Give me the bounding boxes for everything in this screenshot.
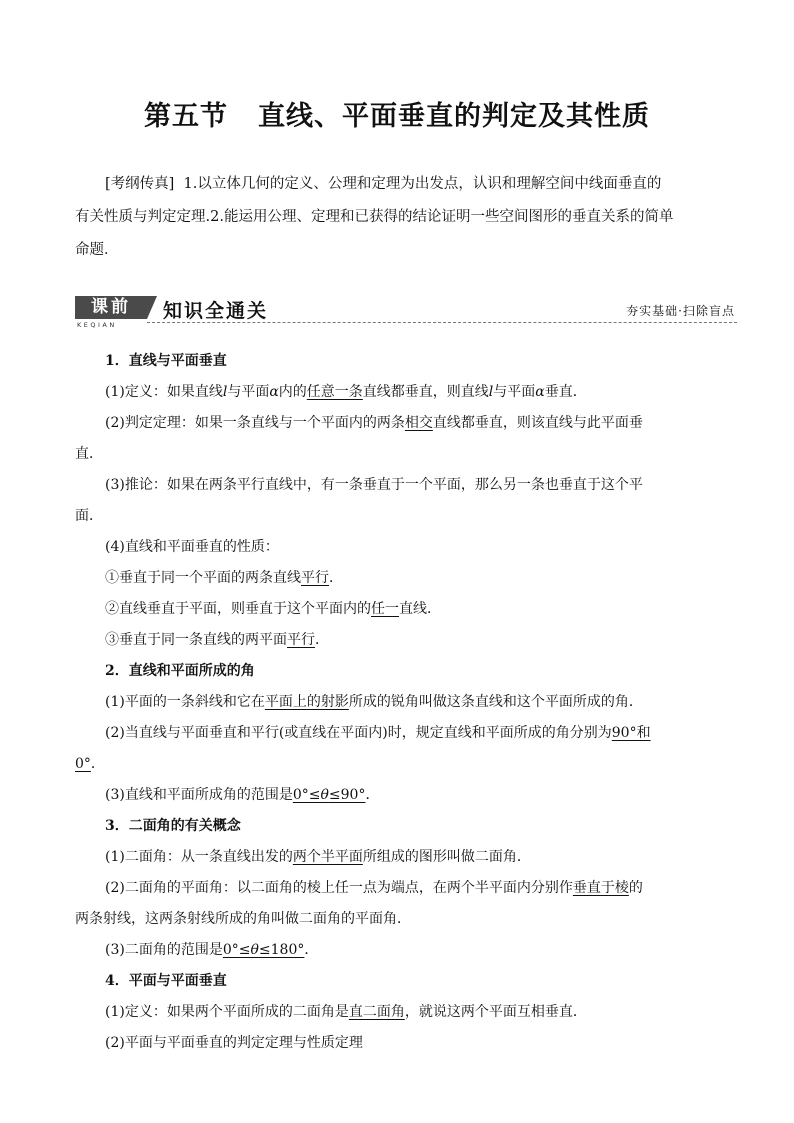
paragraph xyxy=(75,377,727,408)
list-item xyxy=(75,625,727,656)
text-run: ． xyxy=(90,756,105,772)
answer-blank: 平行 xyxy=(301,570,329,586)
text-run: (1)定义：如果两个平面所成的二面角是 xyxy=(105,1004,349,1020)
paragraph-cont: 两条射线，这两条射线所成的角叫做二面角的平面角． xyxy=(75,911,411,927)
paragraph xyxy=(75,935,727,966)
banner-subtitle: 夯实基础·扫除盲点 xyxy=(626,304,735,318)
text-run: ． xyxy=(365,787,380,803)
text-run: (3)直线和平面所成角的范围是 xyxy=(105,787,293,803)
outline-text-2: 有关性质与判定定理.2.能运用公理、定理和已获得的结论证明一些空间图形的垂直关系的简单 xyxy=(75,209,674,225)
text-run: 与平面 xyxy=(227,384,270,400)
list-item xyxy=(75,594,727,625)
banner-tag-arrow xyxy=(147,296,157,319)
page-title xyxy=(0,94,794,133)
paragraph: (3)推论：如果在两条平行直线中，有一条垂直于一个平面，那么另一条也垂直于这个平 xyxy=(105,477,643,493)
banner-pinyin: KEQIAN xyxy=(77,321,117,329)
answer-blank: 平面上的射影 xyxy=(264,694,349,710)
answer-blank xyxy=(223,942,305,958)
banner-heading: 知识全通关 xyxy=(163,300,269,322)
text-run: ≤180° xyxy=(258,942,305,958)
answer-blank: 任意一条 xyxy=(306,384,363,400)
text-run: θ xyxy=(320,787,329,803)
answer-blank xyxy=(293,787,366,803)
text-run: (1)定义：如果直线 xyxy=(105,384,223,400)
text-run: ． xyxy=(304,942,319,958)
paragraph xyxy=(75,718,727,749)
text-run: ①垂直于同一个平面的两条直线 xyxy=(105,570,301,586)
text-run: 所成的锐角叫做这条直线和这个平面所成的角． xyxy=(348,694,643,710)
text-run: ． xyxy=(329,570,343,586)
section-number: 第五节 xyxy=(144,101,228,132)
text-run: 垂直． xyxy=(544,384,587,400)
text-run: (3)二面角的范围是 xyxy=(105,942,223,958)
text-run: 内的 xyxy=(278,384,307,400)
section-heading: 3．二面角的有关概念 xyxy=(105,818,241,834)
section-heading: 1．直线与平面垂直 xyxy=(105,353,227,369)
outline-text-1: 1.以立体几何的定义、公理和定理为出发点，认识和理解空间中线面垂直的 xyxy=(183,176,662,192)
answer-blank: 两个半平面 xyxy=(292,849,363,865)
text-run: 直线． xyxy=(399,601,441,617)
paragraph xyxy=(75,842,727,873)
answer-blank: 平行 xyxy=(287,632,315,648)
banner-tag: 课前 xyxy=(75,296,147,319)
outline-text-3: 命题． xyxy=(75,242,119,258)
section-banner xyxy=(75,296,737,330)
text-run: (1)平面的一条斜线和它在 xyxy=(105,694,265,710)
text-run: l xyxy=(488,384,494,400)
text-run: 直线都垂直，则该直线与此平面垂 xyxy=(432,415,643,431)
paragraph-cont: 面． xyxy=(75,508,103,524)
paragraph-cont xyxy=(75,749,727,780)
text-run: 0°≤ xyxy=(222,942,251,958)
answer-blank: 90°和 xyxy=(611,725,651,741)
text-run: 与平面 xyxy=(493,384,536,400)
paragraph xyxy=(75,873,727,904)
text-run: ，就说这两个平面互相垂直． xyxy=(404,1004,587,1020)
text-run: θ xyxy=(250,942,259,958)
knowledge-content xyxy=(75,346,727,1059)
text-run: l xyxy=(222,384,228,400)
text-run: α xyxy=(535,384,545,400)
paragraph xyxy=(75,997,727,1028)
outline-label: [考纲传真] xyxy=(105,176,175,192)
text-run: ≤90° xyxy=(328,787,366,803)
text-run: ②直线垂直于平面，则垂直于这个平面内的 xyxy=(105,601,371,617)
section-heading: 2．直线和平面所成的角 xyxy=(105,663,255,679)
text-run: (1)二面角：从一条直线出发的 xyxy=(105,849,293,865)
text-run: (2)判定定理：如果一条直线与一个平面内的两条 xyxy=(105,415,405,431)
answer-blank: 相交 xyxy=(404,415,433,431)
paragraph: (4)直线和平面垂直的性质： xyxy=(105,539,279,555)
text-run: 直线都垂直，则直线 xyxy=(362,384,489,400)
banner-divider xyxy=(147,322,737,323)
text-run: α xyxy=(269,384,279,400)
text-run: 的 xyxy=(628,880,643,896)
answer-blank: 0° xyxy=(75,756,91,772)
paragraph: (2)平面与平面垂直的判定定理与性质定理 xyxy=(105,1035,363,1051)
exam-outline xyxy=(75,168,727,267)
text-run: 所组成的图形叫做二面角． xyxy=(362,849,531,865)
section-heading: 4．平面与平面垂直 xyxy=(105,973,227,989)
text-run: (2)当直线与平面垂直和平行(或直线在平面内)时，规定直线和平面所成的角分别为 xyxy=(105,725,612,741)
text-run: ③垂直于同一条直线的两平面 xyxy=(105,632,287,648)
answer-blank: 直二面角 xyxy=(348,1004,405,1020)
paragraph-cont: 直． xyxy=(75,446,103,462)
text-run: (2)二面角的平面角：以二面角的棱上任一点为端点，在两个半平面内分别作 xyxy=(105,880,573,896)
list-item xyxy=(75,563,727,594)
paragraph xyxy=(75,687,727,718)
answer-blank: 垂直于棱 xyxy=(572,880,629,896)
text-run: ． xyxy=(315,632,329,648)
text-run: 0°≤ xyxy=(292,787,321,803)
paragraph xyxy=(75,408,727,439)
paragraph xyxy=(75,780,727,811)
section-title: 直线、平面垂直的判定及其性质 xyxy=(258,101,650,132)
answer-blank: 任一 xyxy=(371,601,399,617)
